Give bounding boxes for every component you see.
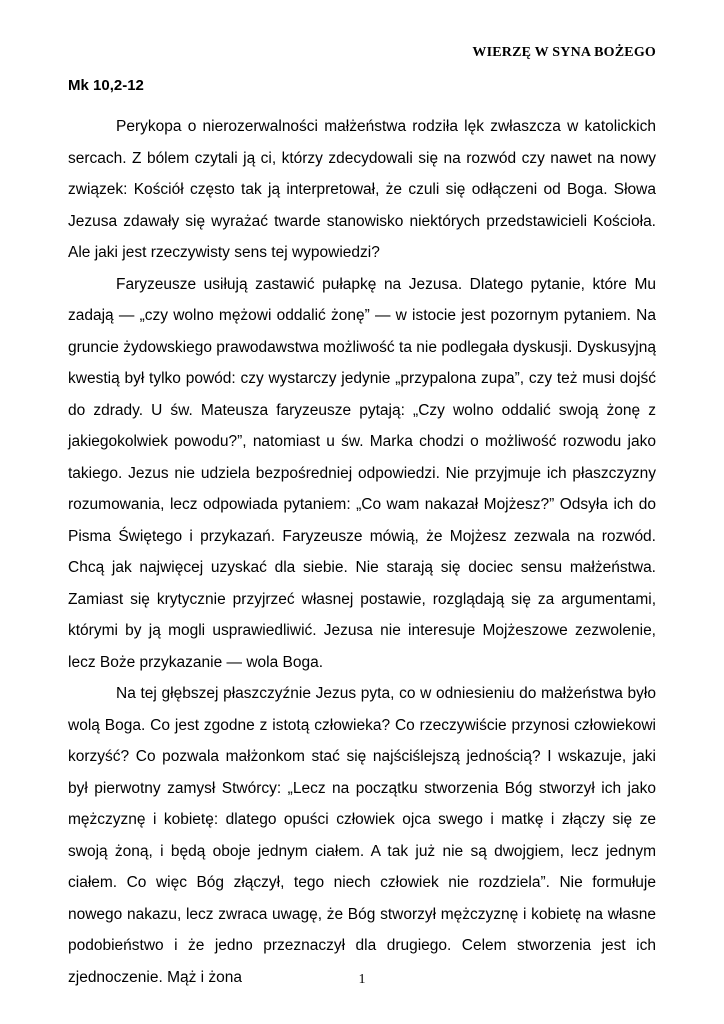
paragraph: Perykopa o nierozerwalności małżeństwa rodziła lęk zwłaszcza w katolickich sercach. Z bólem czytali ją ci, którzy zdecydowali się na rozwód czy nawet na nowy związek: Kościół często tak ją interpretował, że czuli się odłączeni od Boga. Słowa Jezusa zdawały się wyrażać twarde stanowisko niektórych przedstawicieli Kościoła. Ale jaki jest rzeczywisty sens tej wypowiedzi?	[68, 118, 656, 261]
running-header: WIERZĘ W SYNA BOŻEGO	[472, 45, 656, 60]
body-text	[68, 111, 656, 993]
paragraph: Na tej głębszej płaszczyźnie Jezus pyta, co w odniesieniu do małżeństwa było wolą Boga. Co jest zgodne z istotą człowieka? Co rzeczywiście przynosi człowiekowi korzyść? Co pozwala małżonkom stać się najściślejszą jednością? I wskazuje, jaki był pierwotny zamysł Stwórcy: „Lecz na początku stworzenia Bóg stworzył ich jako mężczyznę i kobietę: dlatego opuści człowiek ojca swego i matkę i złączy się ze swoją żoną, i będą oboje jednym ciałem. A tak już nie są dwojgiem, lecz jednym ciałem. Co więc Bóg złączył, tego niech człowiek nie rozdziela”. Nie formułuje nowego nakazu, lecz zwraca uwagę, że Bóg stworzył mężczyznę i kobietę na własne podobieństwo i że jedno przeznaczył dla drugiego. Celem stworzenia jest ich zjednoczenie. Mąż i żona	[68, 685, 656, 986]
paragraph: Faryzeusze usiłują zastawić pułapkę na Jezusa. Dlatego pytanie, które Mu zadają — „czy wolno mężowi oddalić żonę” — w istocie jest pozornym pytaniem. Na gruncie żydowskiego prawodawstwa możliwość ta nie podlegała dyskusji. Dyskusyjną kwestią był tylko powód: czy wystarczy jedynie „przypalona zupa”, czy też musi dojść do zdrady. U św. Mateusza faryzeusze pytają: „Czy wolno oddalić swoją żonę z jakiegokolwiek powodu?”, natomiast u św. Marka chodzi o możliwość rozwodu jako takiego. Jezus nie udziela bezpośredniej odpowiedzi. Nie przyjmuje ich płaszczyzny rozumowania, lecz odpowiada pytaniem: „Co wam nakazał Mojżesz?” Odsyła ich do Pisma Świętego i przykazań. Faryzeusze mówią, że Mojżesz zezwala na rozwód. Chcą jak najwięcej uzyskać dla siebie. Nie starają się dociec sensu małżeństwa. Zamiast się krytycznie przyjrzeć własnej postawie, rozglądają się za argumentami, którymi by ją mogli usprawiedliwić. Jezusa nie interesuje Mojżeszowe zezwolenie, lecz Boże przykazanie — wola Boga.	[68, 275, 656, 671]
scripture-reference: Mk 10,2-12	[68, 77, 144, 94]
page-number: 1	[358, 972, 366, 987]
